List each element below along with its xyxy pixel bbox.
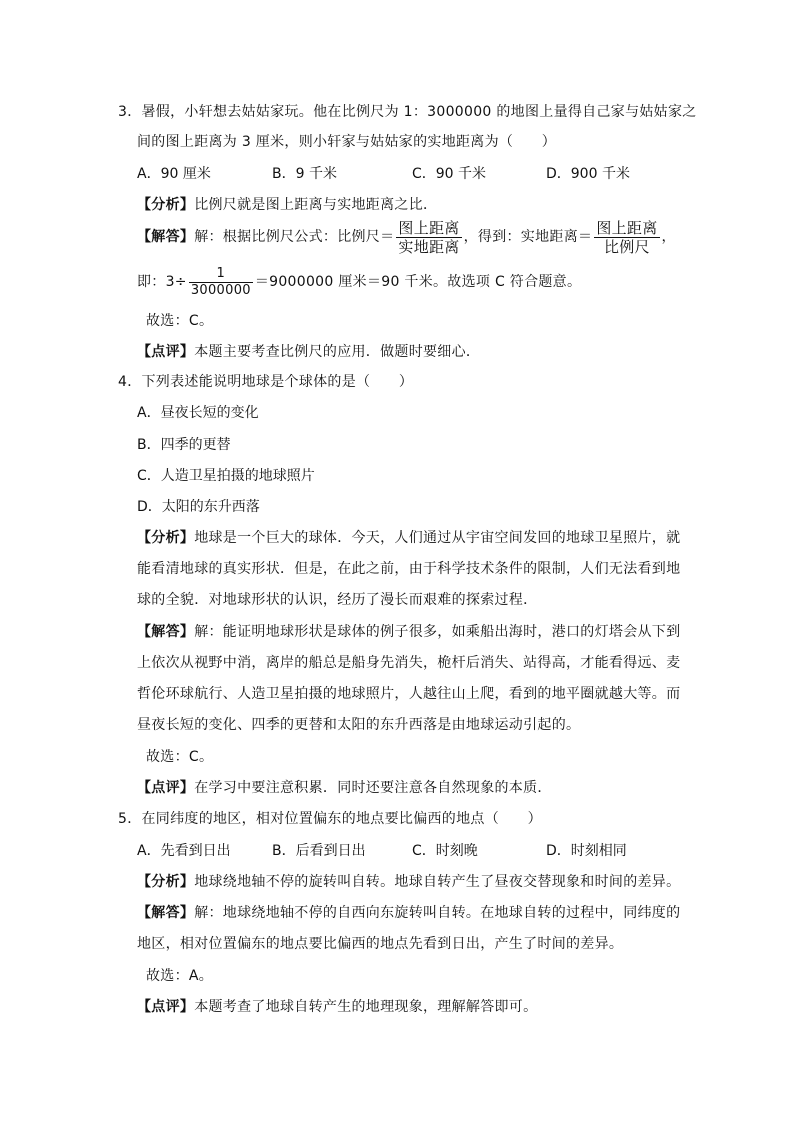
fraction-scale-formula — [396, 219, 461, 256]
q4-answer-line-1 — [137, 622, 680, 642]
fraction-numerator: 1 — [189, 266, 253, 283]
comment-text: 本题主要考查比例尺的应用．做题时要细心． — [194, 344, 481, 360]
q4-analysis-line-1 — [137, 528, 680, 548]
comment-text: 本题考查了地球自转产生的地理现象，理解解答即可。 — [194, 999, 538, 1015]
comment-tag: 【点评】 — [137, 999, 195, 1015]
q4-comment — [137, 778, 552, 798]
q4-analysis-line-2: 能看清地球的真实形状．但是，在此之前，由于科学技术条件的限制，人们无法看到地 — [137, 561, 681, 577]
q3-answer-line-1 — [137, 218, 676, 256]
comment-tag: 【点评】 — [137, 344, 195, 360]
q5-answer-line-1 — [137, 903, 680, 923]
analysis-tag: 【分析】 — [137, 197, 195, 213]
q3-option-b: B．9 千米 — [272, 166, 337, 182]
q3-stem-line-1: 3．暑假，小轩想去姑姑家玩。他在比例尺为 1：3000000 的地图上量得自己家与姑姑家之 — [118, 104, 697, 120]
calc-prefix: 即：3÷ — [137, 274, 187, 290]
q5-option-a: A．先看到日出 — [137, 843, 231, 859]
q5-comment — [137, 997, 537, 1017]
q4-answer-line-4: 昼夜长短的变化、四季的更替和太阳的东升西落是由地球运动引起的。 — [137, 717, 581, 733]
q5-option-c: C．时刻晚 — [412, 843, 478, 859]
q4-option-c: C．人造卫星拍摄的地球照片 — [137, 468, 315, 484]
answer-mid: ，得到：实地距离＝ — [463, 229, 593, 245]
q4-analysis-line-3: 球的全貌．对地球形状的认识，经历了漫长而艰难的探索过程． — [137, 592, 538, 608]
comment-text: 在学习中要注意积累．同时还要注意各自然现象的本质． — [194, 780, 552, 796]
fraction-numerator: 图上距离 — [398, 218, 460, 237]
q3-answer-calc — [137, 264, 581, 300]
fraction-numerator: 图上距离 — [596, 218, 658, 237]
q4-option-d: D．太阳的东升西落 — [137, 499, 260, 515]
fraction-denominator: 3000000 — [190, 282, 251, 298]
q3-option-a: A．90 厘米 — [137, 166, 211, 182]
q4-answer-line-2: 上依次从视野中消，离岸的船总是船身先消失，桅杆后消失、站得高，才能看得远、麦 — [137, 655, 681, 671]
q3-comment — [137, 342, 480, 362]
q4-answer-line-3: 哲伦环球航行、人造卫星拍摄的地球照片，人越往山上爬，看到的地平圈就越大等。而 — [137, 686, 681, 702]
fraction-denominator: 实地距离 — [398, 237, 460, 256]
q3-stem-line-2: 间的图上距离为 3 厘米，则小轩家与姑姑家的实地距离为（ ） — [137, 134, 557, 150]
answer-tag: 【解答】 — [137, 905, 195, 921]
analysis-tag: 【分析】 — [137, 530, 195, 546]
q5-option-d: D．时刻相同 — [546, 843, 627, 859]
analysis-text: 比例尺就是图上距离与实地距离之比． — [194, 197, 438, 213]
q4-choose: 故选：C。 — [146, 749, 214, 765]
fraction-scale-value — [189, 266, 253, 299]
answer-text: 解：地球绕地轴不停的自西向东旋转叫自转。在地球自转的过程中，同纬度的 — [194, 905, 681, 921]
q3-analysis — [137, 195, 437, 215]
q4-option-b: B．四季的更替 — [137, 437, 231, 453]
q3-option-c: C．90 千米 — [412, 166, 487, 182]
q5-option-b: B．后看到日出 — [272, 843, 366, 859]
q3-choose: 故选：C。 — [146, 313, 214, 329]
comment-tag: 【点评】 — [137, 780, 195, 796]
answer-end: ， — [661, 229, 676, 245]
fraction-denominator: 比例尺 — [603, 237, 650, 256]
q4-option-a: A．昼夜长短的变化 — [137, 405, 259, 421]
answer-prefix: 解：根据比例尺公式：比例尺＝ — [194, 229, 395, 245]
q3-option-d: D．900 千米 — [546, 166, 630, 182]
q5-analysis — [137, 872, 680, 892]
answer-text: 解：能证明地球形状是球体的例子很多，如乘船出海时，港口的灯塔会从下到 — [194, 624, 681, 640]
answer-tag: 【解答】 — [137, 229, 195, 245]
q5-answer-line-2: 地区，相对位置偏东的地点要比偏西的地点先看到日出，产生了时间的差异。 — [137, 936, 624, 952]
calc-suffix: ＝9000000 厘米＝90 千米。故选项 C 符合题意。 — [254, 274, 582, 290]
analysis-text: 地球绕地轴不停的旋转叫自转。地球自转产生了昼夜交替现象和时间的差异。 — [194, 874, 681, 890]
q5-stem: 5．在同纬度的地区，相对位置偏东的地点要比偏西的地点（ ） — [118, 811, 542, 827]
analysis-tag: 【分析】 — [137, 874, 195, 890]
q5-choose: 故选：A。 — [146, 968, 214, 984]
answer-tag: 【解答】 — [137, 624, 195, 640]
fraction-distance-formula — [594, 219, 659, 256]
analysis-text: 地球是一个巨大的球体．今天，人们通过从宇宙空间发回的地球卫星照片，就 — [194, 530, 681, 546]
q4-stem: 4．下列表述能说明地球是个球体的是（ ） — [118, 374, 414, 390]
